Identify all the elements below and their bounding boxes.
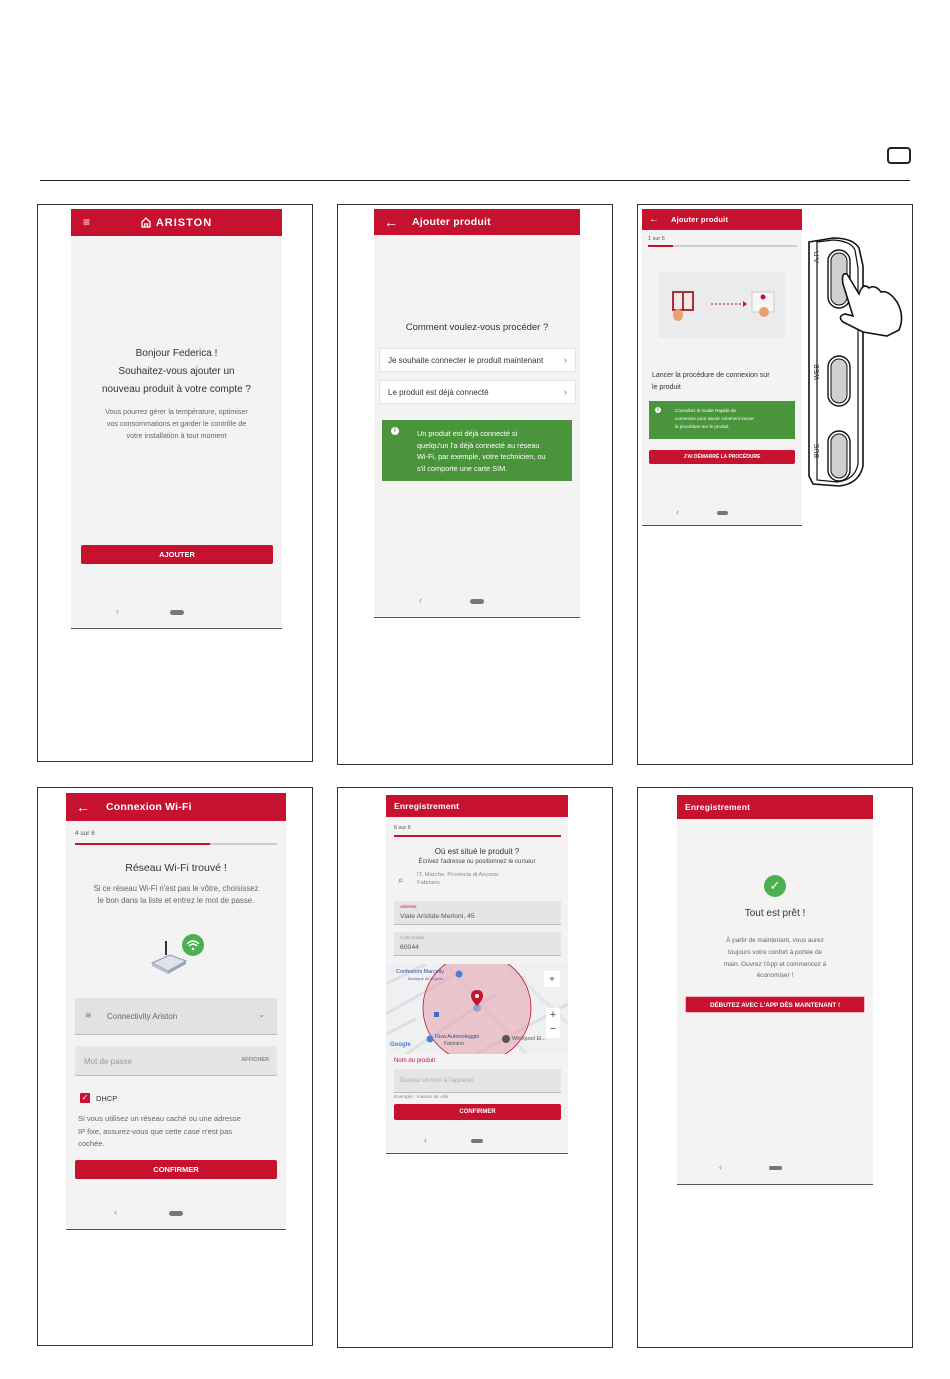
product-name-placeholder: Donnez un nom à l'appareil — [400, 1078, 473, 1084]
home-nav-icon[interactable] — [769, 1166, 782, 1170]
start-app-button[interactable]: DÉBUTEZ AVEC L'APP DÈS MAINTENANT ! — [685, 996, 865, 1013]
home-nav-icon[interactable] — [471, 1139, 483, 1143]
hamburger-icon[interactable]: ≡ — [83, 215, 91, 229]
option-connect-now[interactable] — [379, 348, 576, 372]
screen-add-product — [374, 209, 580, 618]
all-set-heading: Tout est prêt ! — [744, 908, 806, 919]
info-icon: i — [655, 407, 661, 413]
password-placeholder: Mot de passe — [84, 1057, 133, 1066]
show-password-button[interactable]: AFFICHER — [241, 1057, 269, 1063]
info-line-1: Consultez le Guide Rapide de — [675, 408, 737, 413]
location-hint: Écrivez l'adresse ou positionnez le curseur — [418, 858, 536, 865]
map-place-3: Whirlpool El... — [512, 1036, 546, 1042]
bus-button-label: BUS — [814, 443, 821, 458]
address-value: Viale Aristide Merloni, 45 — [400, 913, 475, 920]
instruction-line-2: le produit — [652, 384, 681, 391]
info-line-2: quelqu'un l'a déjà connecté au réseau — [417, 440, 540, 450]
app-header — [374, 209, 580, 235]
info-line-3: la procédure sur le produit. — [675, 424, 730, 429]
step-counter: 1 sur 6 — [648, 236, 665, 242]
greeting: Bonjour Federica ! — [135, 348, 218, 359]
screen-start-procedure — [642, 209, 802, 526]
progress-bar — [648, 245, 797, 247]
home-nav-icon[interactable] — [717, 511, 728, 515]
brand-name: ARISTON — [155, 216, 213, 229]
wifi-icon: ≋ — [85, 1011, 92, 1020]
screen-title: Ajouter produit — [412, 216, 491, 228]
confirm-button[interactable]: CONFIRMER — [75, 1160, 277, 1179]
wifi-found-heading: Réseau Wi-Fi trouvé ! — [125, 862, 227, 874]
app-header — [386, 795, 568, 817]
app-header — [66, 793, 286, 821]
app-header — [677, 795, 873, 819]
back-nav-icon[interactable]: ‹ — [676, 507, 679, 517]
option-label: Le produit est déjà connecté — [388, 387, 489, 397]
screen-title: Ajouter produit — [671, 215, 729, 224]
back-arrow-icon[interactable]: ← — [76, 799, 90, 815]
network-name: Connectivity Ariston — [107, 1012, 178, 1021]
back-arrow-icon[interactable]: ← — [649, 214, 659, 225]
android-nav-bar — [374, 597, 580, 607]
desc-line-3: votre installation à tout moment — [126, 431, 227, 440]
dhcp-label: DHCP — [96, 1094, 118, 1103]
screen-title: Enregistrement — [394, 801, 460, 811]
location-question: Où est situé le produit ? — [434, 847, 520, 856]
info-box — [649, 401, 795, 439]
option-label: Je souhaite connecter le produit maintenant — [388, 355, 544, 365]
app-header — [642, 209, 802, 230]
success-check-icon: ✓ — [764, 875, 786, 897]
chevron-right-icon: › — [563, 386, 567, 398]
back-arrow-icon[interactable]: ← — [384, 214, 398, 230]
network-select[interactable] — [75, 998, 277, 1035]
search-result[interactable] — [417, 871, 498, 887]
back-nav-icon[interactable]: ‹ — [424, 1135, 427, 1145]
instruction-line-1: Lancer la procédure de connexion sur — [652, 372, 770, 379]
info-line-4: s'il comporte une carte SIM. — [417, 463, 508, 473]
home-nav-icon[interactable] — [470, 599, 484, 604]
map-place-2-sub: Fabriano — [444, 1041, 464, 1047]
screen-title: Connexion Wi-Fi — [106, 801, 192, 813]
postcode-value: 60044 — [400, 944, 419, 951]
ariston-logo-icon — [141, 217, 151, 228]
info-line-2: connexion pour savoir comment lancer — [675, 416, 754, 421]
back-nav-icon[interactable]: ‹ — [114, 1207, 117, 1217]
desc-line-2: le bon dans la liste et entrez le mot de passe. — [97, 896, 255, 905]
question-line-1: Souhaitez-vous ajouter un — [118, 366, 235, 377]
screen-welcome — [71, 209, 282, 629]
router-illustration — [150, 933, 206, 975]
desc-line-2: toujours votre confort à portée de — [727, 949, 823, 956]
back-nav-icon[interactable]: ‹ — [116, 606, 119, 616]
desc-line-1: Si ce réseau Wi-Fi n'est pas le vôtre, choisissez — [93, 884, 259, 893]
desc-line-1: Vous pourrez gérer la température, optimiser — [105, 407, 248, 416]
postcode-label: Code postal — [400, 935, 425, 940]
address-field[interactable] — [394, 901, 561, 925]
postcode-field[interactable] — [394, 932, 561, 956]
desc-line-2: vos consommations et garder le contrôle de — [106, 419, 247, 428]
question-line-2: nouveau produit à votre compte ? — [102, 384, 251, 395]
location-map[interactable] — [386, 964, 568, 1054]
home-nav-icon[interactable] — [169, 1211, 183, 1216]
screen-all-set — [677, 795, 873, 1185]
product-name-field[interactable] — [394, 1069, 561, 1093]
android-nav-bar — [66, 1209, 286, 1219]
zoom-controls — [546, 1008, 560, 1038]
google-logo: Google — [390, 1042, 411, 1048]
map-place-2: Riva Autonoleggio — [435, 1034, 480, 1040]
chevron-down-icon: ⌄ — [258, 1010, 265, 1019]
note-line-3: cochée. — [78, 1139, 105, 1148]
confirm-button[interactable]: CONFIRMER — [394, 1104, 561, 1120]
procedure-illustration — [659, 272, 785, 338]
app-header — [71, 209, 282, 236]
screen-registration-location — [386, 795, 568, 1154]
option-already-connected[interactable] — [379, 380, 576, 404]
info-line-3: Wi-Fi, par exemple, votre technicien, ou — [417, 452, 546, 461]
desc-line-1: À partir de maintenant, vous aurez — [726, 937, 824, 944]
locate-me-icon[interactable]: ⌖ — [544, 971, 560, 987]
guide-to-device-illustration — [659, 272, 785, 338]
info-line-1: Un produit est déjà connecté si — [417, 429, 518, 438]
android-nav-bar — [386, 1137, 568, 1147]
android-nav-bar — [642, 509, 802, 519]
android-nav-bar — [677, 1164, 873, 1174]
info-icon: i — [391, 427, 399, 435]
chevron-right-icon: › — [563, 354, 567, 366]
back-nav-icon[interactable]: ‹ — [719, 1162, 722, 1172]
search-icon[interactable]: ⌕ — [398, 875, 404, 886]
page-marker-icon — [887, 147, 911, 164]
dhcp-checkbox[interactable]: ✓ — [81, 1093, 89, 1102]
desc-line-3: main. Ouvrez l'App et commencez à — [723, 961, 827, 968]
procedure-question: Comment voulez-vous procéder ? — [405, 322, 549, 333]
screen-title: Enregistrement — [685, 802, 751, 812]
header-rule — [40, 180, 910, 181]
address-label: Adresse — [400, 904, 417, 909]
product-name-example: Exemple : maison de ville — [394, 1095, 449, 1100]
web-button-label: WEB — [814, 364, 821, 380]
back-nav-icon[interactable]: ‹ — [419, 595, 422, 605]
add-button[interactable]: AJOUTER — [81, 545, 273, 564]
progress-bar — [75, 843, 277, 845]
info-box — [382, 420, 572, 481]
screen-wifi — [66, 793, 286, 1230]
note-line-1: Si vous utilisez un réseau caché ou une adresse — [78, 1114, 241, 1123]
password-field[interactable] — [75, 1046, 277, 1076]
step-counter: 6 sur 6 — [394, 825, 411, 831]
desc-line-4: économiser ! — [756, 972, 794, 979]
ap-button-label: A.P. — [814, 250, 821, 263]
progress-bar — [394, 835, 561, 837]
step-counter: 4 sur 6 — [75, 830, 95, 837]
zoom-out-button[interactable]: − — [549, 1023, 557, 1035]
procedure-started-button[interactable]: J'AI DÉMARRÉ LA PROCÉDURE — [649, 450, 795, 464]
product-name-label: Nom du produit — [394, 1058, 436, 1064]
note-line-2: IP fixe, assurez-vous que cette case n'est pas — [78, 1126, 233, 1136]
search-result-line-1: IT, Marche, Provincia di Ancona — [417, 872, 499, 878]
zoom-in-button[interactable]: + — [549, 1009, 557, 1021]
home-nav-icon[interactable] — [170, 610, 184, 615]
android-nav-bar — [71, 608, 282, 618]
map-place-1-sub: Boutique de lingerie — [408, 976, 444, 981]
map-place-1: Confezioni Marcelly — [396, 969, 444, 975]
search-result-line-2: Fabriano — [417, 880, 440, 886]
